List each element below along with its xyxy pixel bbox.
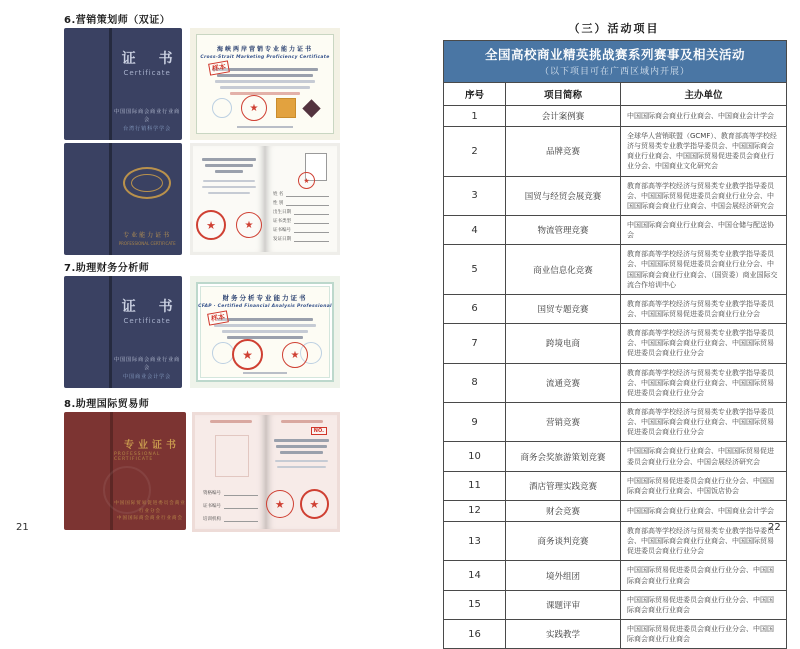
certificate-subtitle: Cross-Strait Marketing Proficiency Certificate bbox=[200, 55, 330, 60]
text-line bbox=[202, 186, 255, 189]
section-8-label: 8.助理国际贸易师 bbox=[64, 399, 150, 410]
ornament bbox=[210, 420, 252, 423]
row-no: 14 bbox=[444, 561, 506, 589]
row-name: 商业信息化竞赛 bbox=[506, 245, 621, 294]
text-line bbox=[220, 86, 310, 89]
booklet-left-page bbox=[193, 146, 265, 252]
cover-spine bbox=[109, 143, 112, 255]
seal-row bbox=[193, 210, 265, 240]
text-line bbox=[208, 192, 250, 195]
number-stamp: NO. bbox=[311, 427, 327, 435]
column-header-name: 项目简称 bbox=[506, 83, 621, 105]
activities-table bbox=[443, 40, 787, 649]
ornament bbox=[281, 420, 323, 423]
certificate-title: 海峡两岸营销专业能力证书 bbox=[216, 46, 313, 53]
certificate-cover-marketing bbox=[64, 28, 182, 140]
red-star-seal-icon: ★ bbox=[232, 339, 263, 370]
row-org-text: 中国国际贸易促进委员会商业行业分会、中国国际商会商业行业商会、中国饭店协会 bbox=[627, 476, 774, 495]
cover-title-en: Certificate bbox=[123, 317, 171, 325]
row-name: 国贸与经贸会展竞赛 bbox=[506, 177, 621, 215]
section-7-label: 7.助理财务分析师 bbox=[64, 263, 150, 274]
table-row bbox=[444, 500, 786, 521]
booklet-left-page bbox=[195, 415, 266, 529]
row-org bbox=[621, 403, 786, 441]
field-label: 姓 名 bbox=[273, 192, 284, 197]
certificate-booklet-trade bbox=[192, 412, 340, 532]
sample-stamp: 样本 bbox=[207, 310, 229, 325]
orange-square-seal-icon bbox=[276, 98, 296, 118]
row-no: 12 bbox=[444, 501, 506, 521]
certificate-cover-financial bbox=[64, 276, 182, 388]
watermark-seal-icon bbox=[212, 98, 232, 118]
row-org bbox=[621, 472, 786, 500]
row-org bbox=[621, 216, 786, 244]
row-name: 商务会奖旅游策划竞赛 bbox=[506, 442, 621, 470]
row-org bbox=[621, 501, 786, 521]
red-star-seal-icon: ★ bbox=[241, 95, 267, 121]
row-name: 营销竞赛 bbox=[506, 403, 621, 441]
row-no: 13 bbox=[444, 522, 506, 560]
cover-title-en: Certificate bbox=[123, 69, 171, 77]
text-line bbox=[222, 330, 308, 333]
table-row bbox=[444, 471, 786, 500]
row-no: 2 bbox=[444, 127, 506, 176]
page-number-right: 22 bbox=[768, 522, 781, 533]
row-org-text: 中国国际商会商业行业商会、中国商业会计学会 bbox=[627, 111, 774, 120]
table-row bbox=[444, 590, 786, 619]
booklet-form bbox=[265, 188, 337, 242]
section-6-label: 6.营销策划师（双证） bbox=[64, 15, 171, 26]
sample-stamp: 样本 bbox=[208, 60, 230, 75]
row-name: 实践教学 bbox=[506, 620, 621, 648]
table-row bbox=[444, 560, 786, 589]
certificate-financial-analysis bbox=[190, 276, 340, 388]
row-no: 10 bbox=[444, 442, 506, 470]
row-org-text: 中国国际贸易促进委员会商业行业分会、中国国际商会商业行业商会 bbox=[627, 595, 774, 614]
row-org-text: 全球华人营销联盟（GCMF）、教育部高等学校经济与贸易类专业教学指导委员会、中国国际商会商业行业商会、中国国际贸易促进委员会商业行业分会、中国商业文化研究会 bbox=[627, 132, 777, 171]
text-line bbox=[227, 336, 302, 339]
text-line bbox=[275, 460, 328, 463]
row-name: 酒店管理实践竞赛 bbox=[506, 472, 621, 500]
text-line bbox=[217, 318, 313, 321]
field-label: 发证日期 bbox=[273, 237, 291, 242]
cube-logo-icon bbox=[302, 99, 320, 117]
watermark-box bbox=[215, 435, 249, 477]
red-star-seal-icon: ★ bbox=[282, 342, 308, 368]
cover-orgs bbox=[112, 231, 182, 248]
text-line bbox=[276, 445, 327, 448]
row-no: 15 bbox=[444, 591, 506, 619]
row-org bbox=[621, 177, 786, 215]
booklet-right-page bbox=[265, 146, 337, 252]
certificate-inner bbox=[196, 34, 334, 134]
watermark-seal-icon bbox=[212, 342, 234, 364]
cover-orgs bbox=[112, 356, 182, 382]
row-org-text: 教育部高等学校经济与贸易类专业教学指导委员会、中国国际商会商业行业商会、中国国际贸易促进委员会商业行业分会 bbox=[627, 526, 774, 556]
certificate-cross-strait-marketing bbox=[190, 28, 340, 140]
table-row bbox=[444, 323, 786, 362]
column-header-no: 序号 bbox=[444, 83, 506, 105]
row-org bbox=[621, 364, 786, 402]
red-star-seal-icon: ★ bbox=[266, 490, 294, 518]
seal-row bbox=[266, 489, 337, 519]
row-org bbox=[621, 442, 786, 470]
cover-title-cn: 证 书 bbox=[121, 299, 182, 315]
cover-org-line: 中国国际商会商业行业商会 bbox=[117, 516, 183, 522]
row-org-text: 中国国际贸易促进委员会商业行业分会、中国国际商会商业行业商会 bbox=[627, 566, 774, 585]
text-line bbox=[215, 80, 316, 83]
row-name: 财会竞赛 bbox=[506, 501, 621, 521]
row-no: 7 bbox=[444, 324, 506, 362]
cover-org-line: 中国商业会计学会 bbox=[123, 373, 172, 380]
row-name: 物流管理竞赛 bbox=[506, 216, 621, 244]
row-no: 11 bbox=[444, 472, 506, 500]
page-number-left: 21 bbox=[16, 522, 29, 533]
text-line bbox=[274, 439, 329, 442]
row-no: 16 bbox=[444, 620, 506, 648]
cover-spine bbox=[109, 28, 112, 140]
text-line bbox=[215, 170, 244, 173]
table-header-row bbox=[444, 82, 786, 105]
right-page-heading: （三）活动项目 bbox=[568, 22, 660, 35]
cover-orgs bbox=[114, 500, 186, 523]
row-org bbox=[621, 106, 786, 126]
row-org bbox=[621, 127, 786, 176]
row-no: 3 bbox=[444, 177, 506, 215]
seal-row bbox=[197, 95, 333, 121]
table-row bbox=[444, 619, 786, 648]
row-org-text: 教育部高等学校经济与贸易类专业教学指导委员会、中国国际贸易促进委员会商业行业分会 bbox=[627, 299, 774, 318]
red-star-seal-icon: ★ bbox=[236, 212, 262, 238]
row-org bbox=[621, 295, 786, 323]
field-line bbox=[294, 222, 329, 224]
field-label: 培训机构 bbox=[203, 517, 221, 522]
field-line bbox=[294, 231, 329, 233]
booklet-right-page bbox=[266, 415, 337, 529]
field-label: 证书编号 bbox=[273, 228, 291, 233]
row-org-text: 教育部高等学校经济与贸易类专业教学指导委员会、中国国际商会商业行业商会、中国国际贸易促进委员会商业行业分会 bbox=[627, 407, 774, 437]
field-label: 证书类型 bbox=[273, 219, 291, 224]
row-org-text: 中国国际商会商业行业商会、中国国际贸易促进委员会商业行业分会、中国会展经济研究会 bbox=[627, 447, 774, 466]
row-org-text: 教育部高等学校经济与贸易类专业教学指导委员会、中国国际贸易促进委员会商业行业分会、中国国际商会商业行业商会、中国会展经济研究会 bbox=[627, 181, 774, 210]
field-line bbox=[294, 213, 329, 215]
field-line bbox=[224, 520, 258, 522]
row-org-text: 中国国际商会商业行业商会、中国商业会计学会 bbox=[627, 506, 774, 515]
cover-spine bbox=[109, 276, 112, 388]
table-row bbox=[444, 105, 786, 126]
row-org bbox=[621, 591, 786, 619]
text-line bbox=[214, 324, 316, 327]
text-line bbox=[280, 451, 323, 454]
row-org-text: 教育部高等学校经济与贸易类专业教学指导委员会、中国国际商会商业行业商会、中国国际贸易促进委员会商业行业分会 bbox=[627, 368, 774, 397]
row-org-text: 教育部高等学校经济与贸易类专业教学指导委员会、中国国际贸易促进委员会商业行业分会、中国国际商会商业行业商会、（国资委）商业国际交流合作培训中心 bbox=[627, 250, 778, 289]
certificate-cover-emblem bbox=[64, 143, 182, 255]
booklet-form bbox=[195, 483, 266, 522]
gold-emblem-icon bbox=[123, 167, 171, 199]
cover-org-line: 台湾行销科学学会 bbox=[123, 125, 172, 132]
field-line bbox=[224, 494, 258, 496]
table-row bbox=[444, 294, 786, 323]
row-name: 品牌竞赛 bbox=[506, 127, 621, 176]
cover-orgs bbox=[112, 108, 182, 134]
cover-front bbox=[112, 28, 182, 140]
red-star-seal-icon: ★ bbox=[298, 172, 315, 189]
certificate-inner bbox=[196, 282, 334, 382]
table-title: 全国高校商业精英挑战赛系列赛事及相关活动 bbox=[484, 47, 745, 62]
row-org-text: 中国国际商会商业行业商会、中国仓储与配送协会 bbox=[627, 220, 774, 240]
table-body bbox=[444, 105, 786, 648]
cover-front bbox=[112, 143, 182, 255]
table-row bbox=[444, 215, 786, 244]
red-star-seal-icon: ★ bbox=[196, 210, 226, 240]
cover-front bbox=[112, 276, 182, 388]
row-org bbox=[621, 245, 786, 294]
row-org-text: 教育部高等学校经济与贸易类专业教学指导委员会、中国国际商会商业行业商会、中国国际贸易促进委员会商业行业分会 bbox=[627, 329, 774, 358]
row-name: 流通竞赛 bbox=[506, 364, 621, 402]
field-line bbox=[294, 240, 329, 242]
text-line bbox=[205, 164, 254, 167]
field-line bbox=[286, 195, 329, 197]
field-line bbox=[224, 507, 258, 509]
cover-org-line: 中国国际商会商业行业商会 bbox=[114, 108, 181, 123]
table-subtitle: （以下项目可在广西区域内开展） bbox=[539, 67, 690, 77]
field-label: 性 别 bbox=[273, 201, 284, 206]
row-name: 跨境电商 bbox=[506, 324, 621, 362]
cover-label-en: PROFESSIONAL CERTIFICATE bbox=[118, 241, 176, 247]
row-org bbox=[621, 522, 786, 560]
table-row bbox=[444, 521, 786, 560]
certificate-title: 财务分析专业能力证书 bbox=[222, 294, 308, 302]
row-no: 5 bbox=[444, 245, 506, 294]
row-org-text: 中国国际贸易促进委员会商业行业分会、中国国际商会商业行业商会 bbox=[627, 624, 774, 644]
row-no: 4 bbox=[444, 216, 506, 244]
cover-org-line: 中国国际贸易促进委员会商业行业分会 bbox=[114, 501, 186, 514]
column-header-org: 主办单位 bbox=[684, 90, 723, 101]
row-name: 国贸专题竞赛 bbox=[506, 295, 621, 323]
cover-title-en: PROFESSIONAL CERTIFICATE bbox=[114, 452, 161, 462]
table-row bbox=[444, 244, 786, 294]
row-name: 会计案例赛 bbox=[506, 106, 621, 126]
row-no: 6 bbox=[444, 295, 506, 323]
row-org bbox=[621, 620, 786, 648]
text-line bbox=[202, 158, 257, 161]
text-line bbox=[217, 74, 312, 77]
field-label: 资格编号 bbox=[203, 491, 221, 496]
text-line bbox=[203, 180, 255, 183]
field-label: 出生日期 bbox=[273, 210, 291, 215]
cover-label: 专业能力证书 bbox=[123, 232, 172, 240]
certificate-cover-trade bbox=[64, 412, 186, 530]
red-star-seal-icon: ★ bbox=[300, 489, 330, 519]
table-row bbox=[444, 441, 786, 470]
field-label: 证书编号 bbox=[203, 504, 221, 509]
cover-front bbox=[114, 412, 186, 530]
certificate-subtitle: CFAP · Certified Financial Analysis Professional bbox=[198, 304, 332, 309]
table-row bbox=[444, 176, 786, 215]
row-no: 1 bbox=[444, 106, 506, 126]
table-title-band bbox=[444, 41, 786, 82]
row-org bbox=[621, 561, 786, 589]
row-name: 课题评审 bbox=[506, 591, 621, 619]
table-row bbox=[444, 363, 786, 402]
row-no: 9 bbox=[444, 403, 506, 441]
caption-line bbox=[237, 126, 293, 128]
row-no: 8 bbox=[444, 364, 506, 402]
field-line bbox=[286, 204, 329, 206]
cover-org-line: 中国国际商会商业行业商会 bbox=[114, 356, 181, 371]
cover-title-cn: 专业证书 bbox=[124, 440, 180, 451]
row-org bbox=[621, 324, 786, 362]
row-name: 商务谈判竞赛 bbox=[506, 522, 621, 560]
text-line bbox=[277, 466, 327, 469]
table-row bbox=[444, 402, 786, 441]
cover-title-cn: 证 书 bbox=[121, 51, 182, 67]
certificate-booklet-open bbox=[190, 143, 340, 255]
caption-line bbox=[243, 372, 287, 374]
row-name: 境外组团 bbox=[506, 561, 621, 589]
table-row bbox=[444, 126, 786, 176]
